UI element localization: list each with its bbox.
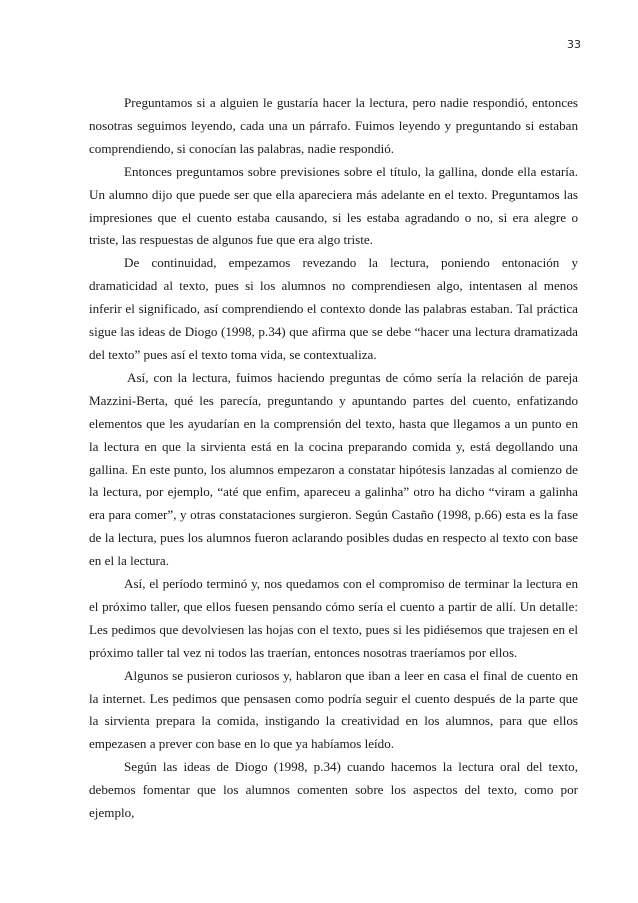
paragraph: Según las ideas de Diogo (1998, p.34) cuando hacemos la lectura oral del texto, debemos fomentar que los alumnos comenten sobre los aspectos del texto, como por ejemplo,	[89, 759, 578, 821]
page-number: 33	[567, 38, 581, 51]
paragraph: Así, con la lectura, fuimos haciendo preguntas de cómo sería la relación de pareja Mazzini-Berta, qué les parecía, preguntando y apuntando partes del cuento, enfatizando elementos que les ayudarían en la comprensión del texto, hasta que llegamos a un punto en la lectura en que la sirvienta está en la cocina preparando comida y, está degollando una gallina. En este punto, los alumnos empezaron a constatar hipótesis lanzadas al comienzo de la lectura, por ejemplo, “até que enfim, apareceu a galinha” otro ha dicho “viram a galinha era para comer”, y otras constataciones surgieron. Según Castaño (1998, p.66) esta es la fase de la lectura, pues los alumnos fueron aclarando posibles dudas en respecto al texto con base en el la lectura.	[89, 369, 578, 569]
paragraph: Preguntamos si a alguien le gustaría hacer la lectura, pero nadie respondió, entonces nosotras seguimos leyendo, cada una un párrafo. Fuimos leyendo y preguntando si estaban comprendiendo, si conocían las palabras, nadie respondió.	[89, 95, 578, 156]
body-text	[89, 92, 578, 825]
paragraph: Así, el período terminó y, nos quedamos con el compromiso de terminar la lectura en el próximo taller, que ellos fuesen pensando cómo sería el cuento a partir de allí. Un detalle: Les pedimos que devolviesen las hojas con el texto, pues si les pidiésemos que trajesen en el próximo taller tal vez ni todos las traerían, entonces nosotras traeríamos por ellos.	[89, 576, 578, 660]
paragraph: De continuidad, empezamos revezando la lectura, poniendo entonación y dramaticidad al texto, pues si los alumnos no comprendiesen algo, intentasen al menos inferir el significado, así comprendiendo el contexto donde las palabras estaban. Tal práctica sigue las ideas de Diogo (1998, p.34) que afirma que se debe “hacer una lectura dramatizada del texto” pues así el texto toma vida, se contextualiza.	[89, 255, 578, 362]
paragraph: Algunos se pusieron curiosos y, hablaron que iban a leer en casa el final de cuento en la internet. Les pedimos que pensasen como podría seguir el cuento después de la parte que la sirvienta prepara la comida, instigando la creatividad en los alumnos, para que ellos empezasen a prever con base en lo que ya habíamos leído.	[89, 667, 578, 752]
paragraph: Entonces preguntamos sobre previsiones sobre el título, la gallina, donde ella estaría. Un alumno dijo que puede ser que ella apareciera más adelante en el texto. Preguntamos las impresiones que el cuento estaba causando, si les estaba agradando o no, si era alegre o triste, las respuestas de algunos fue que era algo triste.	[89, 163, 578, 248]
